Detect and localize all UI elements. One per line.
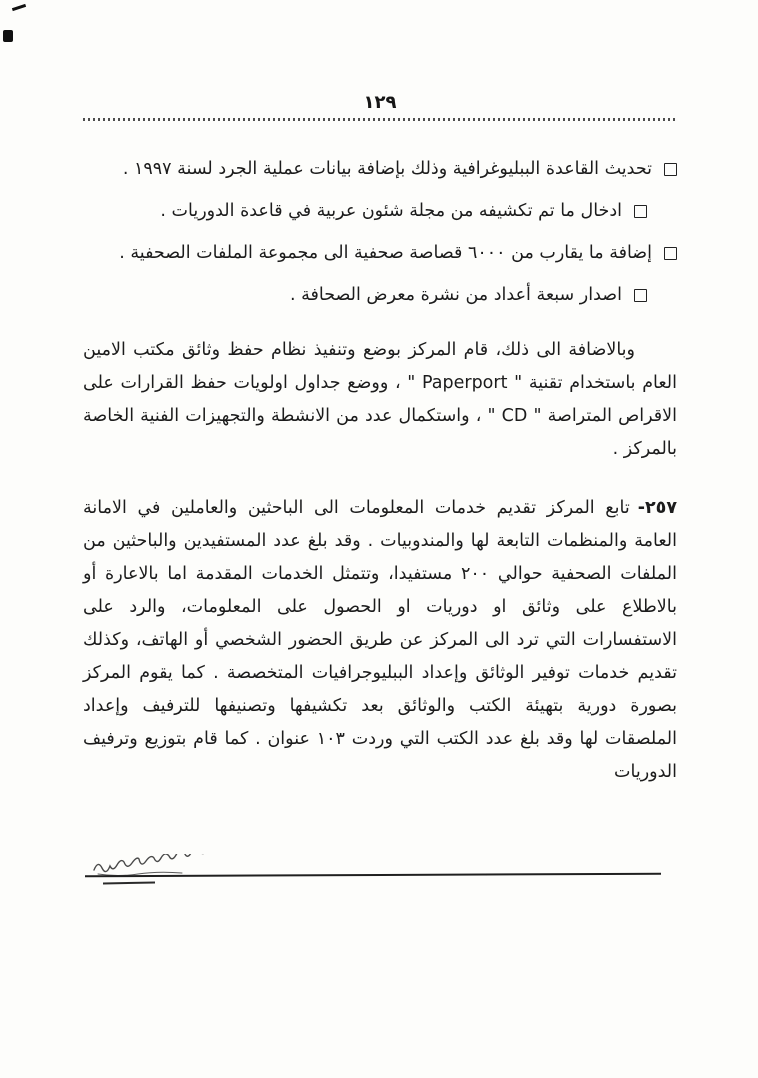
paragraph-intro: وبالاضافة الى ذلك، قام المركز بوضع وتنفيذ نظام حفظ وثائق مكتب الامين العام باستخدام تقنية " Paperport " ، ووضع جداول اولويات حفظ القرارات على الاقراص المتراصة " CD " ، واستكمال عدد من الانشطة والتجهيزات الفنية الخاصة بالمركز . xyxy=(83,340,677,459)
bullet-item xyxy=(83,195,647,228)
square-bullet-icon xyxy=(634,289,647,302)
scan-artifact-blob xyxy=(3,30,13,42)
dotted-divider xyxy=(83,118,677,121)
square-bullet-icon xyxy=(634,205,647,218)
page-content xyxy=(83,92,677,789)
bullet-text: تحديث القاعدة الببليوغرافية وذلك بإضافة بيانات عملية الجرد لسنة ١٩٩٧ . xyxy=(122,159,652,179)
page-number: ١٢٩ xyxy=(363,92,397,113)
bullet-item xyxy=(83,237,677,270)
bullet-text: ادخال ما تم تكشيفه من مجلة شئون عربية في قاعدة الدوريات . xyxy=(160,201,622,221)
bullet-item xyxy=(83,153,677,186)
paragraph-text: تابع المركز تقديم خدمات المعلومات الى الباحثين والعاملين في الامانة العامة والمنظمات التابعة لها والمندوبيات . وقد بلغ عدد المستفيدين والباحثين من الملفات الصحفية حوالي ٢٠٠ مستفيدا، وتتمثل الخدمات المقدمة اما بالاعارة أو بالاطلاع على وثائق او دوريات او الحصول على المعلومات، والرد على الاستفسارات التي ترد الى المركز عن طريق الحضور الشخصي أو الهاتف، وكذلك تقديم خدمات توفير الوثائق وإعداد الببليوجرافيات المتخصصة . كما يقوم المركز بصورة دورية بتهيئة الكتب والوثائق بعد تكشيفها وتصنيفها للترفيف وإعداد الملصقات لها وقد بلغ عدد الكتب التي وردت ١٠٣ عنوان . كما قام بتوزيع وترفيف الدوريات xyxy=(83,498,677,782)
bullet-text: إضافة ما يقارب من ٦٠٠٠ قصاصة صحفية الى مجموعة الملفات الصحفية . xyxy=(119,243,652,263)
footer-rule-short xyxy=(103,882,155,885)
square-bullet-icon xyxy=(664,247,677,260)
scan-artifact-mark xyxy=(12,4,26,11)
bullet-text: اصدار سبعة أعداد من نشرة معرض الصحافة . xyxy=(289,285,622,305)
paragraph-number: ٢٥٧- xyxy=(637,498,677,518)
bullet-list xyxy=(83,153,677,312)
bullet-item xyxy=(83,279,647,312)
page-footer-area xyxy=(0,850,758,910)
paragraph-numbered xyxy=(83,492,677,789)
square-bullet-icon xyxy=(664,163,677,176)
